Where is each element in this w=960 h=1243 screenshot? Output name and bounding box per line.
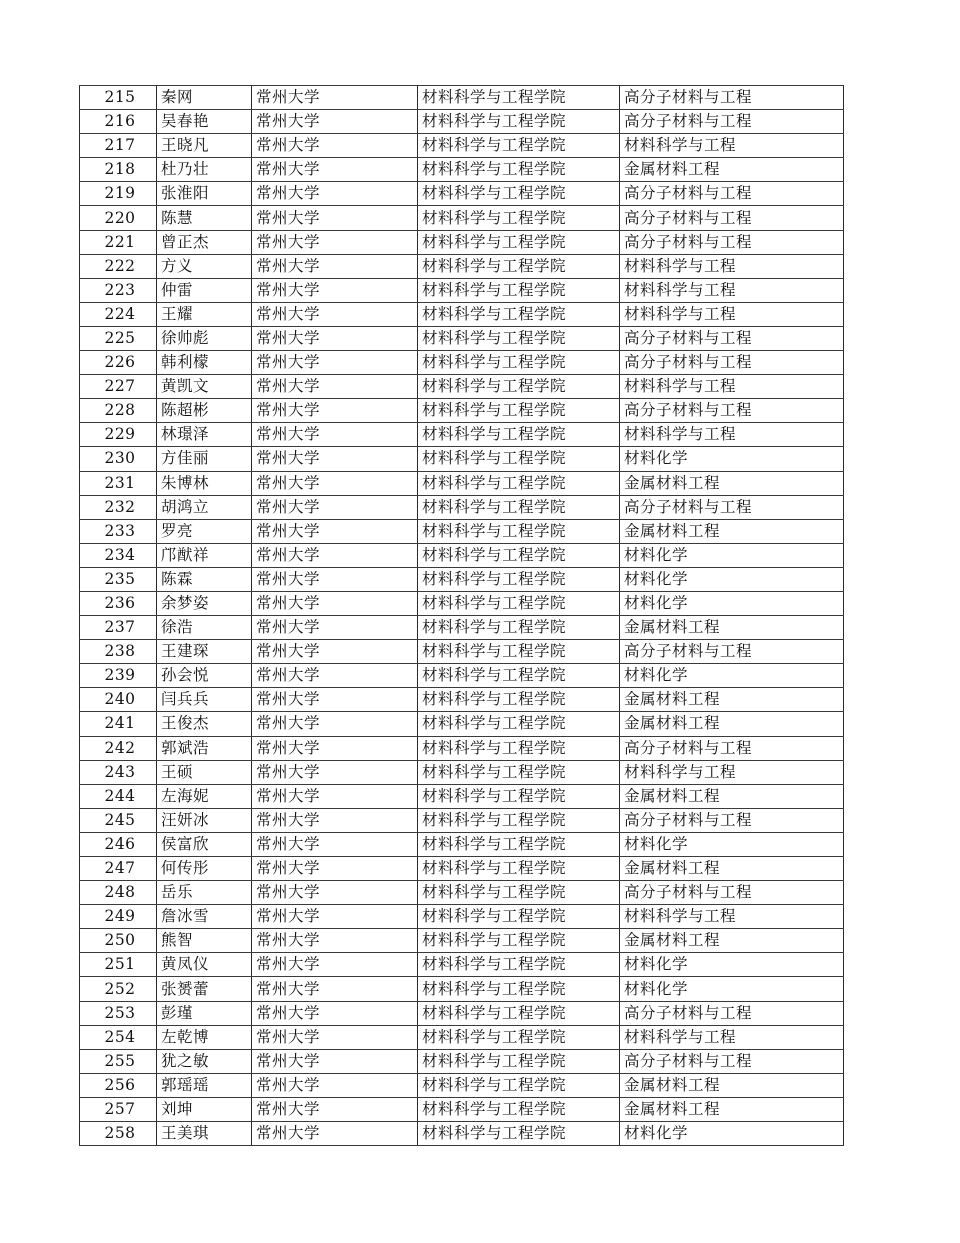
student-name: 张淮阳 [157,182,252,206]
college-name: 材料科学与工程学院 [418,881,620,905]
major-name: 材料科学与工程 [620,254,844,278]
row-number: 221 [80,230,157,254]
major-name: 金属材料工程 [620,616,844,640]
school-name: 常州大学 [252,182,418,206]
college-name: 材料科学与工程学院 [418,471,620,495]
table-row [80,302,844,326]
school-name: 常州大学 [252,688,418,712]
major-name: 高分子材料与工程 [620,736,844,760]
school-name: 常州大学 [252,495,418,519]
major-name: 高分子材料与工程 [620,640,844,664]
student-name: 刘坤 [157,1097,252,1121]
row-number: 235 [80,567,157,591]
table-row [80,857,844,881]
school-name: 常州大学 [252,326,418,350]
table-row [80,712,844,736]
table-row [80,1097,844,1121]
student-name: 王晓凡 [157,134,252,158]
row-number: 216 [80,110,157,134]
school-name: 常州大学 [252,929,418,953]
college-name: 材料科学与工程学院 [418,110,620,134]
table-row [80,86,844,110]
table-row [80,206,844,230]
student-name: 左乾博 [157,1025,252,1049]
row-number: 232 [80,495,157,519]
row-number: 255 [80,1049,157,1073]
school-name: 常州大学 [252,230,418,254]
college-name: 材料科学与工程学院 [418,182,620,206]
school-name: 常州大学 [252,134,418,158]
major-name: 高分子材料与工程 [620,495,844,519]
major-name: 材料科学与工程 [620,302,844,326]
school-name: 常州大学 [252,1001,418,1025]
row-number: 226 [80,351,157,375]
student-name: 林璟泽 [157,423,252,447]
row-number: 240 [80,688,157,712]
table-row [80,278,844,302]
table-row [80,1073,844,1097]
college-name: 材料科学与工程学院 [418,495,620,519]
student-name: 陈霖 [157,567,252,591]
major-name: 材料化学 [620,567,844,591]
major-name: 金属材料工程 [620,929,844,953]
table-row [80,688,844,712]
college-name: 材料科学与工程学院 [418,591,620,615]
row-number: 224 [80,302,157,326]
student-name: 郭斌浩 [157,736,252,760]
school-name: 常州大学 [252,760,418,784]
row-number: 238 [80,640,157,664]
college-name: 材料科学与工程学院 [418,712,620,736]
table-row [80,399,844,423]
school-name: 常州大学 [252,158,418,182]
major-name: 材料科学与工程 [620,278,844,302]
major-name: 材料科学与工程 [620,375,844,399]
table-row [80,977,844,1001]
table-row [80,591,844,615]
student-name: 朱博林 [157,471,252,495]
row-number: 244 [80,784,157,808]
table-row [80,567,844,591]
school-name: 常州大学 [252,591,418,615]
table-row [80,158,844,182]
table-row [80,423,844,447]
school-name: 常州大学 [252,399,418,423]
college-name: 材料科学与工程学院 [418,977,620,1001]
college-name: 材料科学与工程学院 [418,278,620,302]
row-number: 251 [80,953,157,977]
student-name: 熊智 [157,929,252,953]
student-name: 岳乐 [157,881,252,905]
major-name: 高分子材料与工程 [620,326,844,350]
student-name: 陈慧 [157,206,252,230]
major-name: 材料化学 [620,977,844,1001]
student-name: 徐帅彪 [157,326,252,350]
table-row [80,134,844,158]
major-name: 高分子材料与工程 [620,1049,844,1073]
major-name: 高分子材料与工程 [620,110,844,134]
major-name: 金属材料工程 [620,688,844,712]
school-name: 常州大学 [252,905,418,929]
college-name: 材料科学与工程学院 [418,326,620,350]
student-name: 张赟蕾 [157,977,252,1001]
student-name: 郭瑶瑶 [157,1073,252,1097]
school-name: 常州大学 [252,640,418,664]
student-name: 王耀 [157,302,252,326]
school-name: 常州大学 [252,808,418,832]
college-name: 材料科学与工程学院 [418,1049,620,1073]
major-name: 材料化学 [620,591,844,615]
college-name: 材料科学与工程学院 [418,1122,620,1146]
school-name: 常州大学 [252,953,418,977]
student-name: 何传彤 [157,857,252,881]
student-name: 罗亮 [157,519,252,543]
document-page [79,85,843,1146]
table-row [80,929,844,953]
row-number: 246 [80,832,157,856]
school-name: 常州大学 [252,447,418,471]
major-name: 高分子材料与工程 [620,206,844,230]
major-name: 材料科学与工程 [620,760,844,784]
college-name: 材料科学与工程学院 [418,423,620,447]
student-name: 犹之敏 [157,1049,252,1073]
major-name: 材料化学 [620,832,844,856]
school-name: 常州大学 [252,784,418,808]
table-row [80,1049,844,1073]
table-row [80,471,844,495]
table-row [80,832,844,856]
major-name: 金属材料工程 [620,857,844,881]
table-row [80,110,844,134]
school-name: 常州大学 [252,86,418,110]
college-name: 材料科学与工程学院 [418,857,620,881]
row-number: 218 [80,158,157,182]
major-name: 高分子材料与工程 [620,182,844,206]
row-number: 229 [80,423,157,447]
table-row [80,616,844,640]
row-number: 220 [80,206,157,230]
school-name: 常州大学 [252,423,418,447]
college-name: 材料科学与工程学院 [418,399,620,423]
college-name: 材料科学与工程学院 [418,158,620,182]
row-number: 230 [80,447,157,471]
major-name: 金属材料工程 [620,471,844,495]
student-name: 王俊杰 [157,712,252,736]
school-name: 常州大学 [252,616,418,640]
college-name: 材料科学与工程学院 [418,953,620,977]
row-number: 249 [80,905,157,929]
major-name: 高分子材料与工程 [620,881,844,905]
table-row [80,326,844,350]
table-row [80,808,844,832]
school-name: 常州大学 [252,1122,418,1146]
college-name: 材料科学与工程学院 [418,302,620,326]
major-name: 金属材料工程 [620,158,844,182]
student-name: 曾正杰 [157,230,252,254]
row-number: 242 [80,736,157,760]
table-row [80,953,844,977]
college-name: 材料科学与工程学院 [418,784,620,808]
student-name: 汪妍冰 [157,808,252,832]
school-name: 常州大学 [252,832,418,856]
table-row [80,664,844,688]
college-name: 材料科学与工程学院 [418,760,620,784]
college-name: 材料科学与工程学院 [418,254,620,278]
student-name: 左海妮 [157,784,252,808]
student-name: 王建琛 [157,640,252,664]
student-name: 詹冰雪 [157,905,252,929]
college-name: 材料科学与工程学院 [418,375,620,399]
student-name: 黄凤仪 [157,953,252,977]
student-name: 韩利檬 [157,351,252,375]
major-name: 金属材料工程 [620,712,844,736]
major-name: 材料化学 [620,664,844,688]
student-name: 王美琪 [157,1122,252,1146]
student-name: 陈超彬 [157,399,252,423]
student-name: 方佳丽 [157,447,252,471]
student-name: 王硕 [157,760,252,784]
student-name: 方义 [157,254,252,278]
school-name: 常州大学 [252,857,418,881]
table-row [80,640,844,664]
college-name: 材料科学与工程学院 [418,808,620,832]
table-row [80,736,844,760]
school-name: 常州大学 [252,736,418,760]
major-name: 材料化学 [620,543,844,567]
student-name: 闫兵兵 [157,688,252,712]
row-number: 254 [80,1025,157,1049]
student-name: 吴春艳 [157,110,252,134]
row-number: 257 [80,1097,157,1121]
college-name: 材料科学与工程学院 [418,134,620,158]
table-row [80,182,844,206]
student-name: 杜乃壮 [157,158,252,182]
major-name: 材料化学 [620,447,844,471]
table-row [80,447,844,471]
student-name: 邝猷祥 [157,543,252,567]
college-name: 材料科学与工程学院 [418,905,620,929]
row-number: 236 [80,591,157,615]
row-number: 225 [80,326,157,350]
major-name: 高分子材料与工程 [620,808,844,832]
row-number: 239 [80,664,157,688]
school-name: 常州大学 [252,1097,418,1121]
row-number: 258 [80,1122,157,1146]
table-row [80,784,844,808]
table-row [80,881,844,905]
college-name: 材料科学与工程学院 [418,351,620,375]
row-number: 253 [80,1001,157,1025]
major-name: 材料科学与工程 [620,423,844,447]
school-name: 常州大学 [252,567,418,591]
college-name: 材料科学与工程学院 [418,1025,620,1049]
student-name: 侯富欣 [157,832,252,856]
college-name: 材料科学与工程学院 [418,640,620,664]
row-number: 217 [80,134,157,158]
table-row [80,905,844,929]
row-number: 252 [80,977,157,1001]
table-row [80,519,844,543]
school-name: 常州大学 [252,977,418,1001]
school-name: 常州大学 [252,1025,418,1049]
row-number: 215 [80,86,157,110]
major-name: 材料科学与工程 [620,905,844,929]
row-number: 223 [80,278,157,302]
school-name: 常州大学 [252,375,418,399]
student-name: 胡鸿立 [157,495,252,519]
table-row [80,375,844,399]
student-name: 仲雷 [157,278,252,302]
table-row [80,230,844,254]
row-number: 222 [80,254,157,278]
row-number: 250 [80,929,157,953]
major-name: 材料化学 [620,1122,844,1146]
row-number: 241 [80,712,157,736]
college-name: 材料科学与工程学院 [418,1097,620,1121]
school-name: 常州大学 [252,712,418,736]
major-name: 高分子材料与工程 [620,351,844,375]
school-name: 常州大学 [252,110,418,134]
row-number: 256 [80,1073,157,1097]
row-number: 248 [80,881,157,905]
college-name: 材料科学与工程学院 [418,230,620,254]
college-name: 材料科学与工程学院 [418,736,620,760]
school-name: 常州大学 [252,881,418,905]
student-name: 余梦姿 [157,591,252,615]
college-name: 材料科学与工程学院 [418,616,620,640]
table-row [80,1001,844,1025]
student-name: 彭瑾 [157,1001,252,1025]
major-name: 金属材料工程 [620,1097,844,1121]
college-name: 材料科学与工程学院 [418,206,620,230]
college-name: 材料科学与工程学院 [418,1001,620,1025]
table-row [80,1025,844,1049]
row-number: 231 [80,471,157,495]
college-name: 材料科学与工程学院 [418,447,620,471]
row-number: 227 [80,375,157,399]
roster-table-body [80,86,844,1146]
college-name: 材料科学与工程学院 [418,688,620,712]
student-name: 黄凯文 [157,375,252,399]
school-name: 常州大学 [252,1073,418,1097]
student-roster-table [79,85,844,1146]
school-name: 常州大学 [252,664,418,688]
row-number: 219 [80,182,157,206]
student-name: 孙会悦 [157,664,252,688]
major-name: 高分子材料与工程 [620,399,844,423]
college-name: 材料科学与工程学院 [418,832,620,856]
college-name: 材料科学与工程学院 [418,543,620,567]
table-row [80,543,844,567]
row-number: 237 [80,616,157,640]
school-name: 常州大学 [252,278,418,302]
college-name: 材料科学与工程学院 [418,929,620,953]
school-name: 常州大学 [252,519,418,543]
row-number: 233 [80,519,157,543]
major-name: 高分子材料与工程 [620,1001,844,1025]
student-name: 徐浩 [157,616,252,640]
row-number: 234 [80,543,157,567]
major-name: 金属材料工程 [620,519,844,543]
major-name: 高分子材料与工程 [620,230,844,254]
school-name: 常州大学 [252,206,418,230]
row-number: 245 [80,808,157,832]
school-name: 常州大学 [252,1049,418,1073]
school-name: 常州大学 [252,471,418,495]
table-row [80,351,844,375]
row-number: 243 [80,760,157,784]
major-name: 高分子材料与工程 [620,86,844,110]
table-row [80,760,844,784]
college-name: 材料科学与工程学院 [418,1073,620,1097]
school-name: 常州大学 [252,351,418,375]
school-name: 常州大学 [252,254,418,278]
college-name: 材料科学与工程学院 [418,664,620,688]
major-name: 金属材料工程 [620,784,844,808]
major-name: 材料科学与工程 [620,1025,844,1049]
table-row [80,495,844,519]
school-name: 常州大学 [252,543,418,567]
college-name: 材料科学与工程学院 [418,86,620,110]
row-number: 228 [80,399,157,423]
table-row [80,1122,844,1146]
major-name: 材料科学与工程 [620,134,844,158]
student-name: 秦网 [157,86,252,110]
school-name: 常州大学 [252,302,418,326]
college-name: 材料科学与工程学院 [418,567,620,591]
row-number: 247 [80,857,157,881]
major-name: 金属材料工程 [620,1073,844,1097]
major-name: 材料化学 [620,953,844,977]
college-name: 材料科学与工程学院 [418,519,620,543]
table-row [80,254,844,278]
